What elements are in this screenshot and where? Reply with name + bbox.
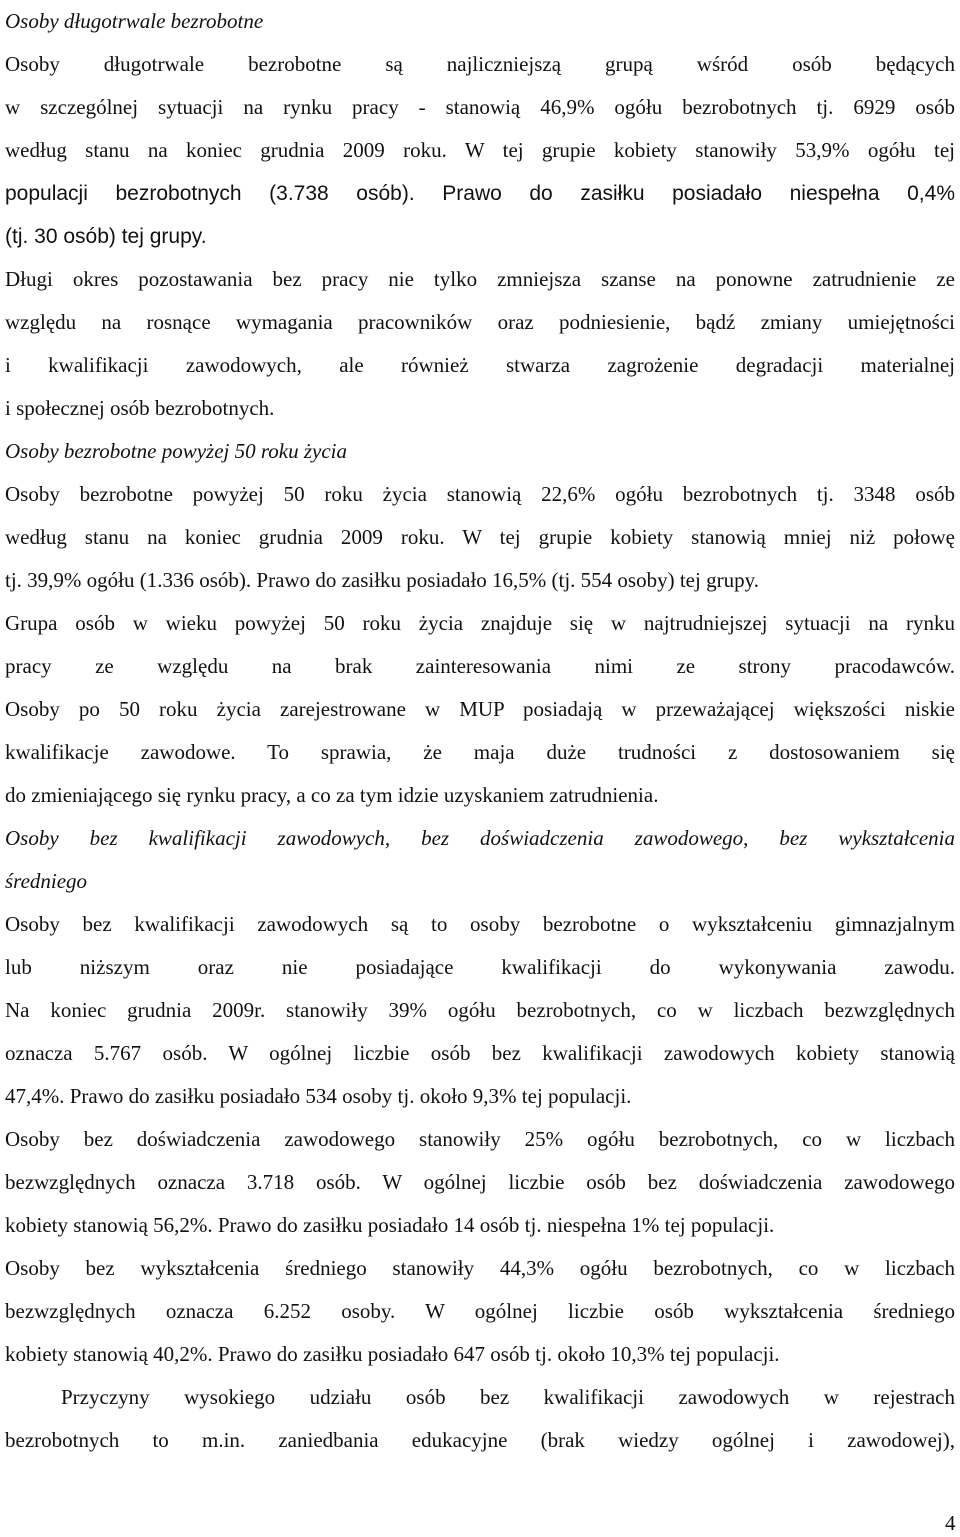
paragraph-line: Długi okres pozostawania bez pracy nie tylko zmniejsza szanse na ponowne zatrudnienie ze bbox=[5, 267, 955, 291]
paragraph-line: bezwzględnych oznacza 6.252 osoby. W ogólnej liczbie osób wykształcenia średniego bbox=[5, 1299, 955, 1323]
paragraph-line: Osoby bez kwalifikacji zawodowych są to osoby bezrobotne o wykształceniu gimnazjalnym bbox=[5, 912, 955, 936]
paragraph-line: kobiety stanowią 56,2%. Prawo do zasiłku posiadało 14 osób tj. niespełna 1% tej populacji. bbox=[5, 1213, 775, 1237]
page-number: 4 bbox=[945, 1511, 956, 1535]
paragraph-line: Osoby bez doświadczenia zawodowego stanowiły 25% ogółu bezrobotnych, co w liczbach bbox=[5, 1127, 955, 1151]
paragraph-line: kobiety stanowią 40,2%. Prawo do zasiłku posiadało 647 osób tj. około 10,3% tej populacji. bbox=[5, 1342, 780, 1366]
paragraph-line: Osoby długotrwale bezrobotne są najliczniejszą grupą wśród osób będących bbox=[5, 52, 955, 76]
paragraph-line: Na koniec grudnia 2009r. stanowiły 39% ogółu bezrobotnych, co w liczbach bezwzględnych bbox=[5, 998, 955, 1022]
paragraph-line: oznacza 5.767 osób. W ogólnej liczbie osób bez kwalifikacji zawodowych kobiety stanowią bbox=[5, 1041, 955, 1065]
paragraph-line: kwalifikacje zawodowe. To sprawia, że maja duże trudności z dostosowaniem się bbox=[5, 740, 955, 764]
paragraph-line: do zmieniającego się rynku pracy, a co za tym idzie uzyskaniem zatrudnienia. bbox=[5, 783, 659, 807]
paragraph-line: według stanu na koniec grudnia 2009 roku. W tej grupie kobiety stanowią mniej niż połowę bbox=[5, 525, 955, 549]
paragraph-line: w szczególnej sytuacji na rynku pracy - stanowią 46,9% ogółu bezrobotnych tj. 6929 osób bbox=[5, 95, 955, 119]
paragraph-line: Osoby po 50 roku życia zarejestrowane w MUP posiadają w przeważającej większości niskie bbox=[5, 697, 955, 721]
paragraph-line: bezwzględnych oznacza 3.718 osób. W ogólnej liczbie osób bez doświadczenia zawodowego bbox=[5, 1170, 955, 1194]
paragraph-line: 47,4%. Prawo do zasiłku posiadało 534 osoby tj. około 9,3% tej populacji. bbox=[5, 1084, 632, 1108]
paragraph-line: lub niższym oraz nie posiadające kwalifikacji do wykonywania zawodu. bbox=[5, 955, 955, 979]
document-page bbox=[5, 0, 955, 1462]
section-heading-no-qualifications: średniego bbox=[5, 869, 88, 893]
paragraph-line: populacji bezrobotnych (3.738 osób). Prawo do zasiłku posiadało niespełna 0,4% bbox=[5, 182, 955, 205]
paragraph-line: tj. 39,9% ogółu (1.336 osób). Prawo do zasiłku posiadało 16,5% (tj. 554 osoby) tej grupy. bbox=[5, 568, 759, 592]
section-heading-no-qualifications: Osoby bez kwalifikacji zawodowych, bez doświadczenia zawodowego, bez wykształcenia bbox=[5, 826, 955, 850]
paragraph-line: i społecznej osób bezrobotnych. bbox=[5, 396, 275, 420]
paragraph-line: Grupa osób w wieku powyżej 50 roku życia znajduje się w najtrudniejszej sytuacji na rynku bbox=[5, 611, 955, 635]
paragraph-line: pracy ze względu na brak zainteresowania nimi ze strony pracodawców. bbox=[5, 654, 955, 678]
paragraph-line: Osoby bezrobotne powyżej 50 roku życia stanowią 22,6% ogółu bezrobotnych tj. 3348 osób bbox=[5, 482, 955, 506]
section-heading-over-50: Osoby bezrobotne powyżej 50 roku życia bbox=[5, 439, 347, 463]
paragraph-line: względu na rosnące wymagania pracowników oraz podniesienie, bądź zmiany umiejętności bbox=[5, 310, 955, 334]
section-heading-long-term-unemployed: Osoby długotrwale bezrobotne bbox=[5, 9, 264, 33]
paragraph-line: Osoby bez wykształcenia średniego stanowiły 44,3% ogółu bezrobotnych, co w liczbach bbox=[5, 1256, 955, 1280]
paragraph-line: i kwalifikacji zawodowych, ale również stwarza zagrożenie degradacji materialnej bbox=[5, 353, 955, 377]
paragraph-line: według stanu na koniec grudnia 2009 roku. W tej grupie kobiety stanowiły 53,9% ogółu tej bbox=[5, 138, 955, 162]
paragraph-line: bezrobotnych to m.in. zaniedbania edukacyjne (brak wiedzy ogólnej i zawodowej), bbox=[5, 1428, 955, 1452]
paragraph-line: (tj. 30 osób) tej grupy. bbox=[5, 225, 207, 248]
paragraph-line: Przyczyny wysokiego udziału osób bez kwalifikacji zawodowych w rejestrach bbox=[61, 1385, 955, 1409]
